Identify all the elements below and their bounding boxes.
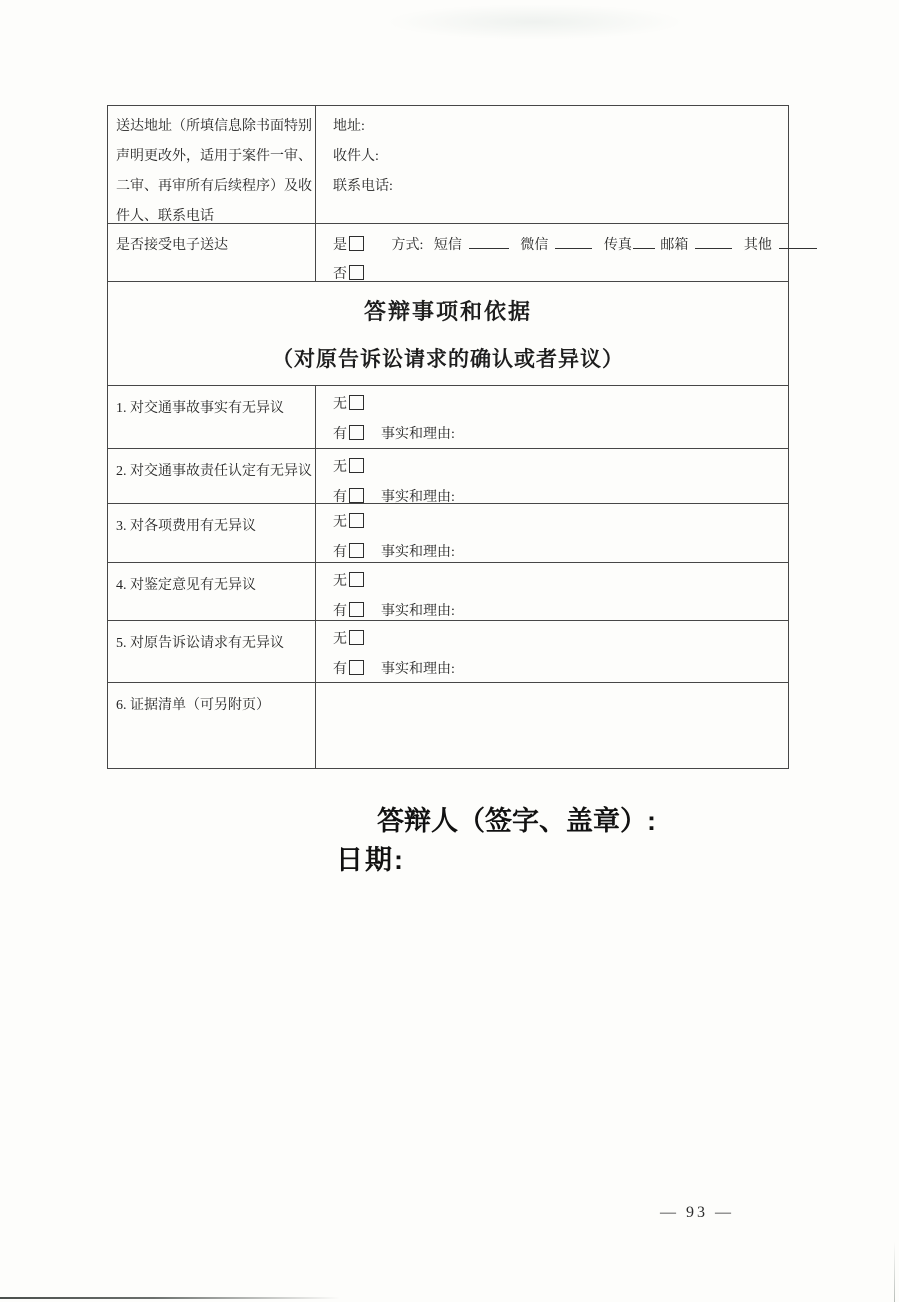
item-2-label-cell [108, 449, 316, 503]
yes-label: 有 [333, 604, 347, 619]
no-label: 无 [333, 460, 347, 475]
electronic-yes-option [333, 238, 364, 253]
item-5-yes-checkbox[interactable] [349, 660, 364, 675]
method-other-label: 其他 [743, 238, 772, 253]
item-2-label: 2. 对交通事故责任认定有无异议 [116, 464, 312, 479]
item-1-no-option [333, 397, 364, 412]
item-4-options-cell [316, 563, 788, 620]
item-4-reason-label: 事实和理由: [381, 604, 455, 619]
item-4-no-checkbox[interactable] [349, 572, 364, 587]
item-row-2 [108, 449, 788, 504]
item-5-options-cell [316, 621, 788, 682]
item-5-label: 5. 对原告诉讼请求有无异议 [116, 636, 284, 651]
item-1-yes-checkbox[interactable] [349, 425, 364, 440]
recipient-field-label: 收件人: [333, 149, 379, 164]
respondent-signature-label: 答辩人（签字、盖章）: [377, 806, 656, 836]
page-number: — 93 — [660, 1204, 734, 1221]
item-3-label: 3. 对各项费用有无异议 [116, 519, 256, 534]
no-checkbox[interactable] [349, 265, 364, 280]
other-blank-field[interactable] [779, 235, 817, 249]
item-5-no-option [333, 632, 364, 647]
item-row-5 [108, 621, 788, 683]
no-label: 无 [333, 397, 347, 412]
electronic-delivery-label-cell [108, 224, 316, 281]
item-3-no-checkbox[interactable] [349, 513, 364, 528]
item-5-yes-option [333, 662, 364, 677]
sms-blank-field[interactable] [469, 235, 509, 249]
method-wechat-label: 微信 [520, 238, 549, 253]
item-row-1 [108, 386, 788, 449]
item-4-label: 4. 对鉴定意见有无异议 [116, 578, 256, 593]
service-address-row [108, 106, 788, 224]
item-1-options-cell [316, 386, 788, 448]
item-1-label: 1. 对交通事故事实有无异议 [116, 401, 284, 416]
date-label: 日期: [336, 845, 405, 875]
item-2-no-checkbox[interactable] [349, 458, 364, 473]
section-header-row [108, 282, 788, 386]
item-1-no-checkbox[interactable] [349, 395, 364, 410]
item-6-label: 6. 证据清单（可另附页） [116, 698, 270, 713]
item-5-label-cell [108, 621, 316, 682]
item-row-3 [108, 504, 788, 563]
item-2-yes-option [333, 490, 364, 505]
item-3-options-cell [316, 504, 788, 562]
item-1-label-cell [108, 386, 316, 448]
yes-label: 是 [333, 238, 347, 253]
item-5-no-checkbox[interactable] [349, 630, 364, 645]
item-2-no-option [333, 460, 364, 475]
section-subtitle: （对原告诉讼请求的确认或者异议） [272, 348, 624, 371]
method-prefix-label: 方式: [391, 238, 424, 253]
item-5-reason-label: 事实和理由: [381, 662, 455, 677]
yes-checkbox[interactable] [349, 236, 364, 251]
electronic-yes-line [333, 231, 817, 260]
scan-smudge-artifact [385, 4, 685, 40]
item-2-yes-checkbox[interactable] [349, 488, 364, 503]
item-2-options-cell [316, 449, 788, 503]
item-3-label-cell [108, 504, 316, 562]
electronic-delivery-row [108, 224, 788, 282]
no-label: 无 [333, 515, 347, 530]
item-4-yes-option [333, 604, 364, 619]
service-address-label: 送达地址（所填信息除书面特别声明更改外，适用于案件一审、二审、再审所有后续程序）及收件人、联系电话 [116, 119, 312, 224]
scan-right-edge-artifact [894, 1242, 895, 1302]
address-field[interactable] [333, 112, 788, 142]
service-address-label-cell [108, 106, 316, 223]
yes-label: 有 [333, 545, 347, 560]
address-field-label: 地址: [333, 119, 365, 134]
phone-field[interactable] [333, 172, 788, 202]
method-sms-label: 短信 [433, 238, 462, 253]
item-3-reason-label: 事实和理由: [381, 545, 455, 560]
item-3-yes-checkbox[interactable] [349, 543, 364, 558]
item-6-label-cell [108, 683, 316, 768]
item-row-4 [108, 563, 788, 621]
fax-blank-field[interactable] [633, 235, 655, 249]
item-1-reason-label: 事实和理由: [381, 427, 455, 442]
wechat-blank-field[interactable] [555, 235, 592, 249]
item-4-label-cell [108, 563, 316, 620]
method-email-label: 邮箱 [660, 238, 689, 253]
item-1-yes-option [333, 427, 364, 442]
no-label: 无 [333, 574, 347, 589]
item-2-reason-label: 事实和理由: [381, 490, 455, 505]
no-label: 无 [333, 632, 347, 647]
item-3-no-option [333, 515, 364, 530]
no-label: 否 [333, 267, 347, 282]
yes-label: 有 [333, 490, 347, 505]
section-header-cell [108, 282, 788, 385]
scan-bottom-edge-artifact [0, 1297, 340, 1299]
method-fax-label: 传真 [603, 238, 632, 253]
evidence-list-area[interactable] [316, 683, 788, 768]
electronic-delivery-options-cell [316, 224, 817, 281]
email-blank-field[interactable] [695, 235, 732, 249]
yes-label: 有 [333, 427, 347, 442]
item-4-yes-checkbox[interactable] [349, 602, 364, 617]
yes-label: 有 [333, 662, 347, 677]
electronic-delivery-label: 是否接受电子送达 [116, 238, 228, 253]
electronic-no-option [333, 267, 364, 282]
item-4-no-option [333, 574, 364, 589]
defense-form-table [107, 105, 789, 769]
phone-field-label: 联系电话: [333, 179, 393, 194]
item-3-yes-option [333, 545, 364, 560]
item-row-6 [108, 683, 788, 768]
service-address-fields-cell [316, 106, 788, 223]
section-title: 答辩事项和依据 [363, 299, 532, 324]
recipient-field[interactable] [333, 142, 788, 172]
